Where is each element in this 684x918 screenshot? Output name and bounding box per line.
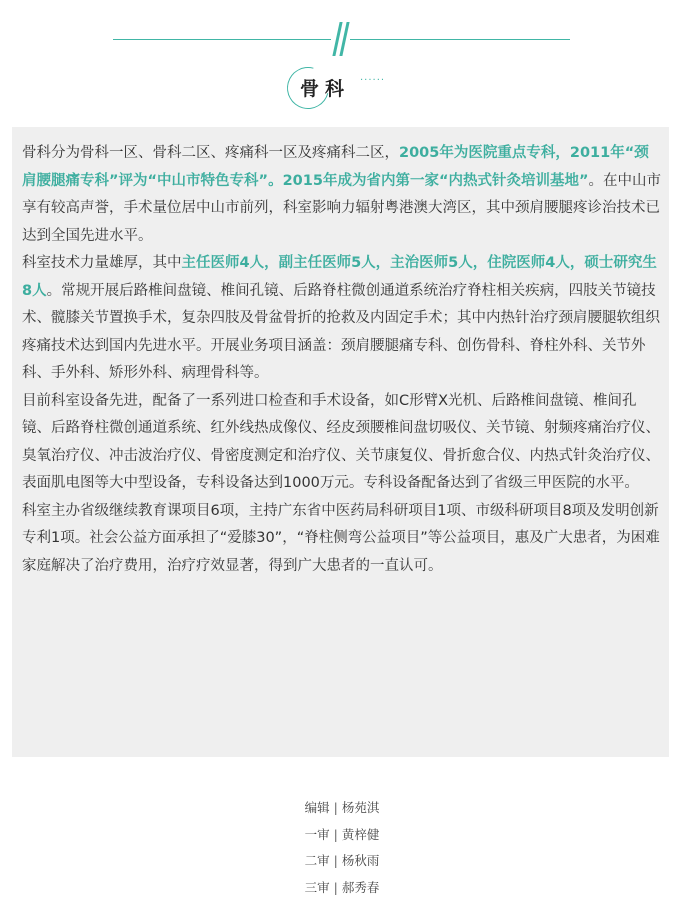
credit-separator: | — [333, 853, 338, 868]
credit-role: 编辑 — [304, 800, 330, 815]
body-paragraph — [22, 388, 662, 498]
highlighted-text: 2005年为医院重点专科，2011年“颈肩腰腿痛专科”评为“中山市特色专科”。2015年成为省内第一家“内热式针灸培训基地” — [22, 145, 649, 189]
header-rule-left — [113, 39, 331, 40]
credit-row — [0, 875, 684, 902]
credits-block — [0, 795, 684, 901]
title-dots-decoration: ...... — [360, 72, 386, 83]
body-paragraph — [22, 498, 662, 581]
credit-row — [0, 795, 684, 822]
credit-row — [0, 822, 684, 849]
highlighted-text: 主任医师4人，副主任医师5人，主治医师5人，住院医师4人，硕士研究生8人 — [22, 255, 657, 299]
credit-separator: | — [333, 800, 338, 815]
credit-separator: | — [333, 826, 338, 842]
section-title: 骨科 — [300, 78, 351, 100]
body-text: 科室技术力量雄厚，其中 — [22, 255, 182, 271]
credit-separator: | — [333, 879, 338, 895]
header-rule-right — [350, 39, 570, 40]
credit-name: 黄梓健 — [341, 826, 380, 842]
credit-name: 杨秋雨 — [341, 853, 380, 868]
credit-row — [0, 848, 684, 875]
article-body — [22, 140, 662, 580]
credit-role: 一审 — [304, 826, 330, 842]
credit-name: 郝秀春 — [341, 879, 380, 895]
body-text: 骨科分为骨科一区、骨科二区、疼痛科一区及疼痛科二区， — [22, 145, 399, 161]
body-paragraph — [22, 250, 662, 388]
credit-role: 二审 — [304, 853, 330, 868]
body-text: 。常规开展后路椎间盘镜、椎间孔镜、后路脊柱微创通道系统治疗脊柱相关疾病，四肢关节镜技术、髋膝关节置换手术，复杂四肢及骨盆骨折的抢救及内固定手术；其中内热针治疗颈肩腰腿软组织疼痛技术达到国内先进水平。开展业务项目涵盖：颈肩腰腿痛专科、创伤骨科、脊柱外科、关节外科、手外科、矫形外科、病理骨科等。 — [22, 282, 660, 381]
body-text: 科室主办省级继续教育课项目6项，主持广东省中医药局科研项目1项、市级科研项目8项及发明创新专利1项。社会公益方面承担了“爱膝30”，“脊柱侧弯公益项目”等公益项目，惠及广大患者，为困难家庭解决了治疗费用，治疗疗效显著，得到广大患者的一直认可。 — [22, 502, 660, 574]
credit-role: 三审 — [304, 879, 330, 895]
body-paragraph — [22, 140, 662, 250]
body-text: 。在中山市享有较高声誉，手术量位居中山市前列，科室影响力辐射粤港澳大湾区，其中颈肩腰腿疼诊治技术已达到全国先进水平。 — [22, 172, 662, 244]
section-header — [0, 0, 684, 120]
credit-name: 杨苑淇 — [341, 800, 380, 815]
body-text: 目前科室设备先进，配备了一系列进口检查和手术设备，如C形臂X光机、后路椎间盘镜、椎间孔镜、后路脊柱微创通道系统、红外线热成像仪、经皮颈腰椎间盘切吸仪、关节镜、射频疼痛治疗仪、臭氧治疗仪、冲击波治疗仪、骨密度测定和治疗仪、关节康复仪、骨折愈合仪、内热式针灸治疗仪、表面肌电图等大中型设备，专科设备达到1000万元。专科设备配备达到了省级三甲医院的水平。 — [22, 392, 660, 491]
